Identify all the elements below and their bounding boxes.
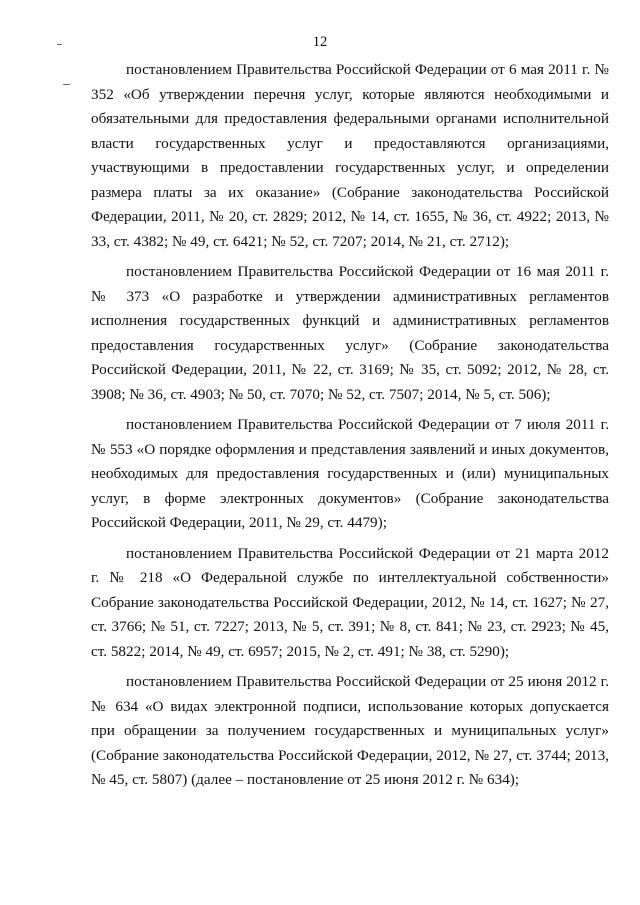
paragraph-decree-553: постановлением Правительства Российской Федерации от 7 июля 2011 г. № 553 «О порядке оформления и представления заявлений и иных документов, необходимых для предоставления государственных и (или) муниципальных услуг, в форме электронных документов» (Собрание законодательства Российской Федерации, 2011, № 29, ст. 4479); (91, 416, 609, 531)
paragraph-decree-218: постановлением Правительства Российской Федерации от 21 марта 2012 г. № 218 «О Федеральной службе по интеллектуальной собственности» Собрание законодательства Российской Федерации, 2012, № 14, ст. 1627; № 27, ст. 3766; № 51, ст. 7227; 2013, № 5, ст. 391; № 8, ст. 841; № 23, ст. 2923; № 45, ст. 5822; 2014, № 49, ст. 6957; 2015, № 2, ст. 491; № 38, ст. 5290); (91, 544, 609, 660)
paragraph-decree-352: постановлением Правительства Российской Федерации от 6 мая 2011 г. № 352 «Об утверждении перечня услуг, которые являются необходимыми и обязательными для предоставления федеральными органами исполнительной власти государственных услуг и предоставляются организациями, участвующими в предоставлении государственных услуг, и определении размера платы за их оказание» (Собрание законодательства Российской Федерации, 2011, № 20, ст. 2829; 2012, № 14, ст. 1655, № 36, ст. 4922; 2013, № 33, ст. 4382; № 49, ст. 6421; № 52, ст. 7207; 2014, № 21, ст. 2712); (91, 61, 609, 250)
paragraph-decree-373: постановлением Правительства Российской Федерации от 16 мая 2011 г. № 373 «О разработке и утверждении административных регламентов исполнения государственных функций и административных регламентов предоставления государственных услуг» (Собрание законодательства Российской Федерации, 2011, № 22, ст. 3169; № 35, ст. 5092; 2012, № 28, ст. 3908; № 36, ст. 4903; № 50, ст. 7070; № 52, ст. 7507; 2014, № 5, ст. 506); (91, 263, 609, 403)
scan-mark (63, 84, 70, 85)
document-body (91, 58, 609, 793)
paragraph-decree-634: постановлением Правительства Российской Федерации от 25 июня 2012 г. № 634 «О видах электронной подписи, использование которых допускается при обращении за получением государственных и муниципальных услуг» (Собрание законодательства Российской Федерации, 2012, № 27, ст. 3744; 2013, № 45, ст. 5807) (далее – постановление от 25 июня 2012 г. № 634); (91, 673, 609, 788)
page-number: 12 (312, 34, 328, 50)
